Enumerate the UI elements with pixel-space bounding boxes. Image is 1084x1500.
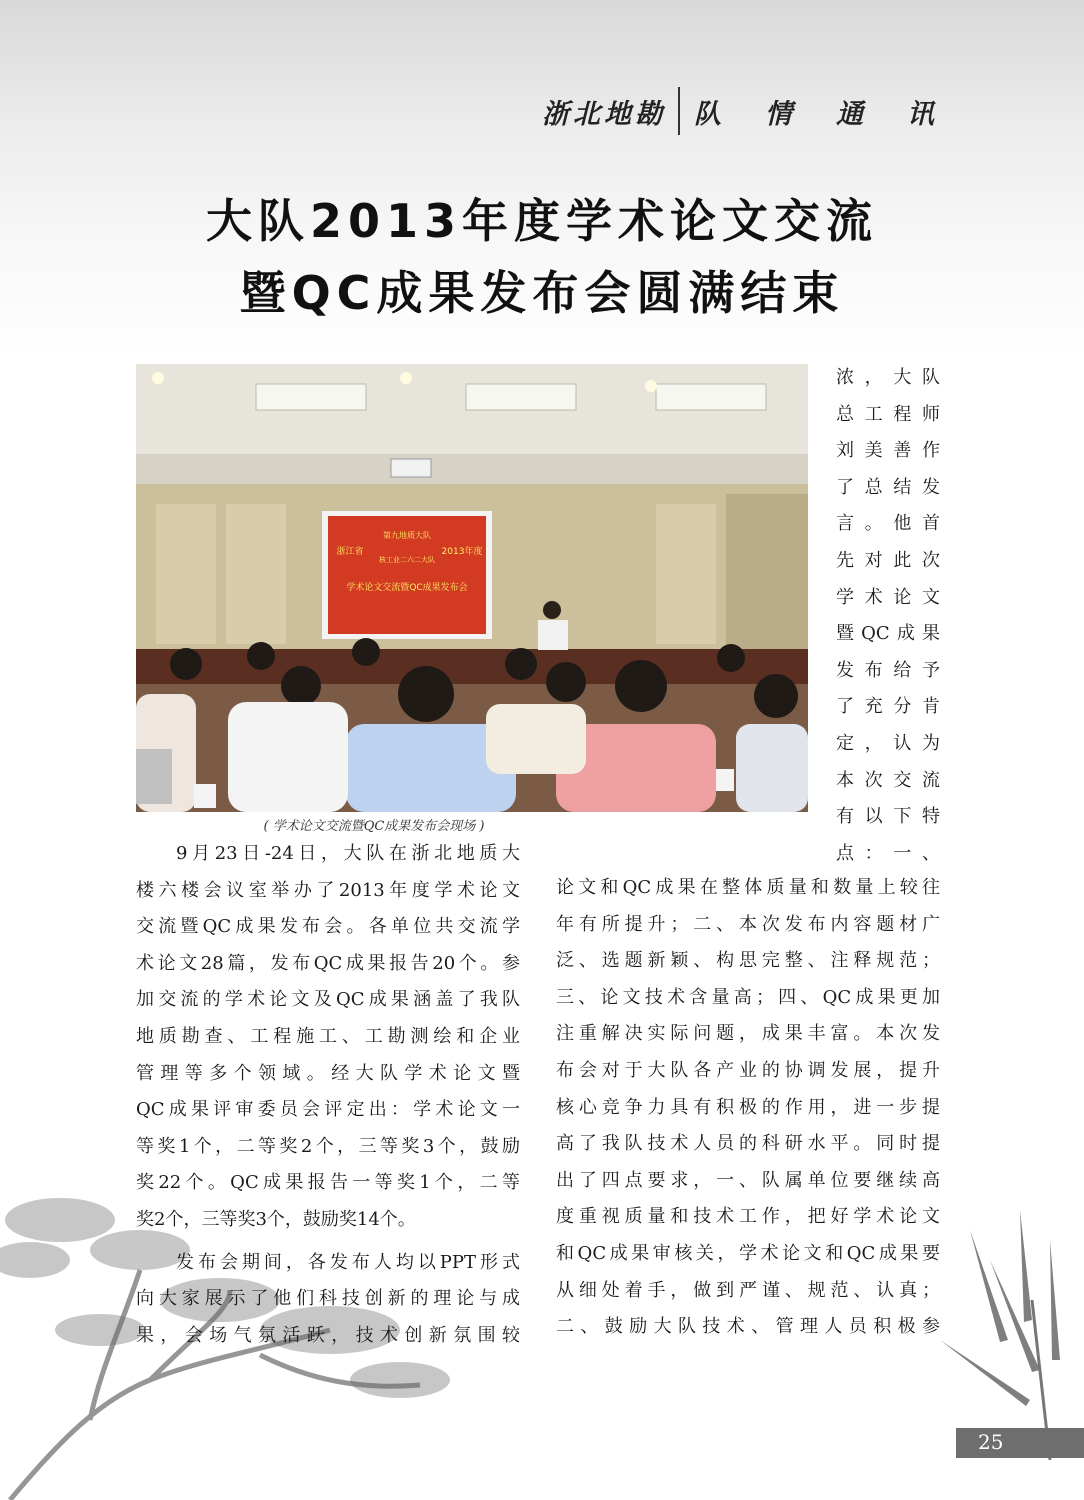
narrow-line: 浓，大队 (836, 367, 940, 388)
text-line: 奖22个。QC成果报告一等奖1个，二等 (136, 1172, 520, 1194)
text-line: 注重解决实际问题，成果丰富。本次发 (556, 1023, 940, 1045)
screen-line-2: 浙江省 (336, 547, 364, 557)
text-line: 出了四点要求，一、队属单位要继续高 (556, 1169, 940, 1191)
section-title: 队情通讯 (694, 98, 978, 130)
text-line: 等奖1个，二等奖2个，三等奖3个，鼓励 (136, 1135, 520, 1157)
text-line: 果，会场气氛活跃，技术创新氛围较 (136, 1324, 520, 1346)
article-title (100, 185, 984, 329)
text-line: 楼六楼会议室举办了2013年度学术论文 (136, 879, 520, 901)
text-line: 加交流的学术论文及QC成果涵盖了我队 (136, 989, 520, 1011)
paragraph-2 (136, 1245, 520, 1355)
text-line: 泛、选题新颖、构思完整、注释规范； (556, 950, 940, 972)
text-line: 地质勘查、工程施工、工勘测绘和企业 (136, 1025, 520, 1047)
narrow-line: 刘美善作 (836, 440, 940, 462)
text-line: 二、鼓励大队技术、管理人员积极参 (556, 1316, 940, 1338)
title-line-2: 暨QC成果发布会圆满结束 (239, 266, 845, 320)
text-line: 论文和QC成果在整体质量和数量上较往 (556, 877, 940, 898)
text-line: 度重视质量和技术工作，把好学术论文 (556, 1206, 940, 1228)
page-number: 25 (978, 1430, 1004, 1454)
text-line: 年有所提升；二、本次发布内容题材广 (556, 913, 940, 935)
narrow-text-column (836, 360, 940, 872)
narrow-line: 了总结发 (836, 476, 940, 498)
text-line: QC成果评审委员会评定出：学术论文一 (136, 1099, 520, 1121)
text-line: 奖2个，三等奖3个，鼓励奖14个。 (136, 1208, 416, 1230)
text-line: 从细处着手，做到严谨、规范、认真； (556, 1279, 940, 1301)
banner-divider (678, 87, 680, 135)
screen-line-1: 第九地质大队 (383, 531, 431, 540)
text-line: 高了我队技术人员的科研水平。同时提 (556, 1133, 940, 1155)
text-line: 交流暨QC成果发布会。各单位共交流学 (136, 916, 520, 938)
text-line: 术论文28篇，发布QC成果报告20个。参 (136, 952, 520, 974)
title-line-1: 大队2013年度学术论文交流 (205, 194, 879, 248)
text-line: 管理等多个领域。经大队学术论文暨 (136, 1062, 520, 1084)
screen-line-5: 学术论文交流暨QC成果发布会 (346, 583, 468, 593)
narrow-line: 暨QC成果 (836, 623, 940, 645)
conference-photo (136, 364, 808, 812)
narrow-line: 定，认为 (836, 732, 940, 754)
brand-name: 浙北地勘 (542, 98, 666, 130)
narrow-line: 学术论文 (836, 586, 940, 608)
text-line: 向大家展示了他们科技创新的理论与成 (136, 1288, 520, 1310)
text-line: 三、论文技术含量高；四、QC成果更加 (556, 986, 940, 1008)
screen-line-4: 核工业二六二大队 (379, 556, 435, 564)
text-line: 9月23日-24日，大队在浙北地质大 (176, 843, 520, 864)
screen-line-3: 2013年度 (441, 547, 483, 557)
narrow-line: 发布给予 (836, 659, 940, 681)
text-line: 发布会期间，各发布人均以PPT形式 (176, 1251, 520, 1273)
narrow-line: 言。他首 (836, 513, 940, 535)
paragraph-1 (136, 836, 520, 1239)
narrow-line: 总工程师 (836, 403, 940, 425)
right-text-column (556, 870, 940, 1346)
narrow-line: 本次交流 (836, 769, 940, 791)
left-text-column (136, 836, 520, 1354)
text-line: 和QC成果审核关，学术论文和QC成果要 (556, 1242, 940, 1264)
page-number-bar (956, 1428, 1084, 1458)
narrow-line: 先对此次 (836, 549, 940, 571)
photo-caption: ( 学术论文交流暨QC成果发布会现场 ) (263, 819, 485, 834)
narrow-line: 了充分肯 (836, 696, 940, 718)
narrow-line: 点：一、 (836, 842, 940, 864)
text-line: 核心竞争力具有积极的作用，进一步提 (556, 1096, 940, 1118)
header-banner (542, 88, 978, 134)
narrow-line: 有以下特 (836, 806, 940, 828)
text-line: 布会对于大队各产业的协调发展，提升 (556, 1059, 940, 1081)
